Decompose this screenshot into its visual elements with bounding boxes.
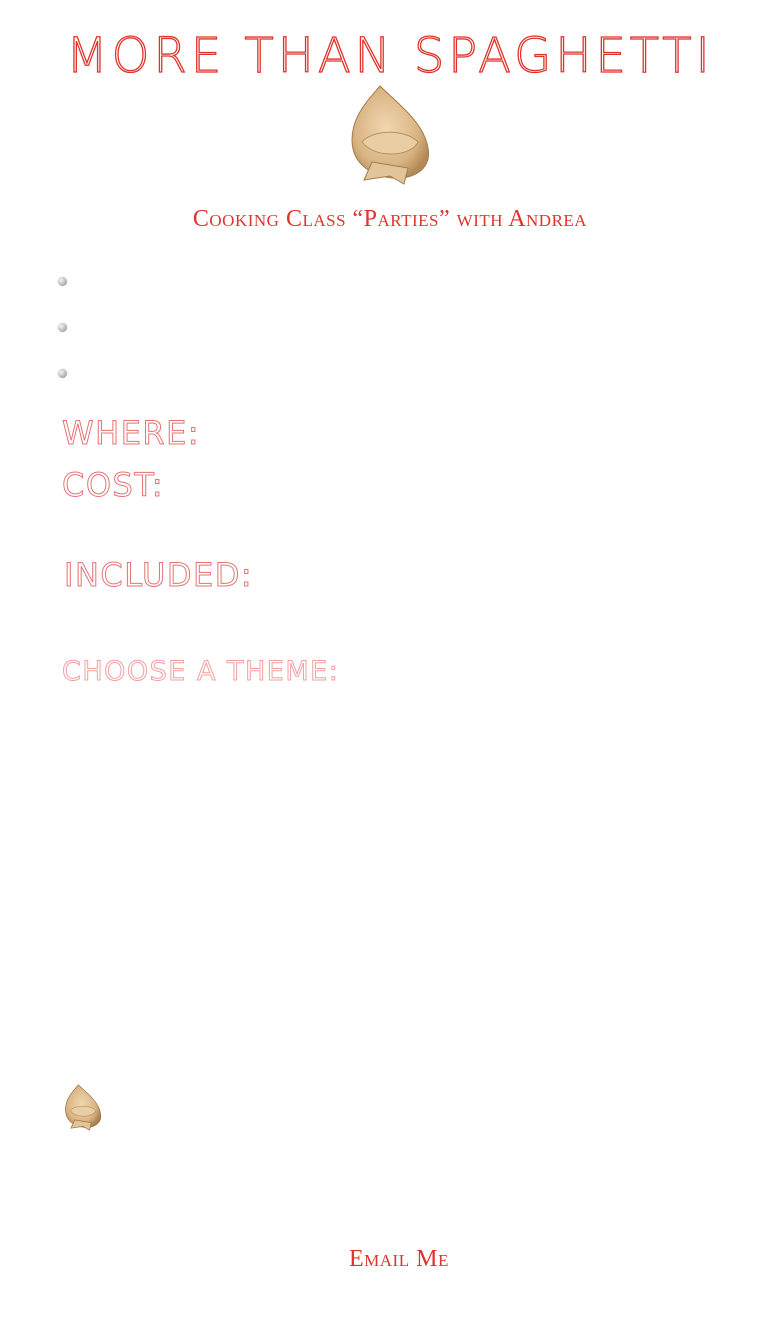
bullet-dot-icon — [58, 277, 67, 286]
where-heading: WHERE: — [62, 414, 201, 452]
tortellini-icon — [346, 82, 434, 186]
bullet-dot-icon — [58, 323, 67, 332]
email-me-link[interactable]: Email Me — [349, 1246, 449, 1272]
site-title: MORE THAN SPAGHETTI — [66, 28, 714, 84]
choose-theme-heading: CHOOSE A THEME: — [62, 656, 340, 687]
included-heading: INCLUDED: — [64, 556, 254, 594]
cost-heading: COST: — [62, 466, 165, 504]
page-subtitle: Cooking Class “Parties” with Andrea — [192, 206, 588, 232]
tortellini-icon — [62, 1083, 104, 1131]
bullet-dot-icon — [58, 369, 67, 378]
